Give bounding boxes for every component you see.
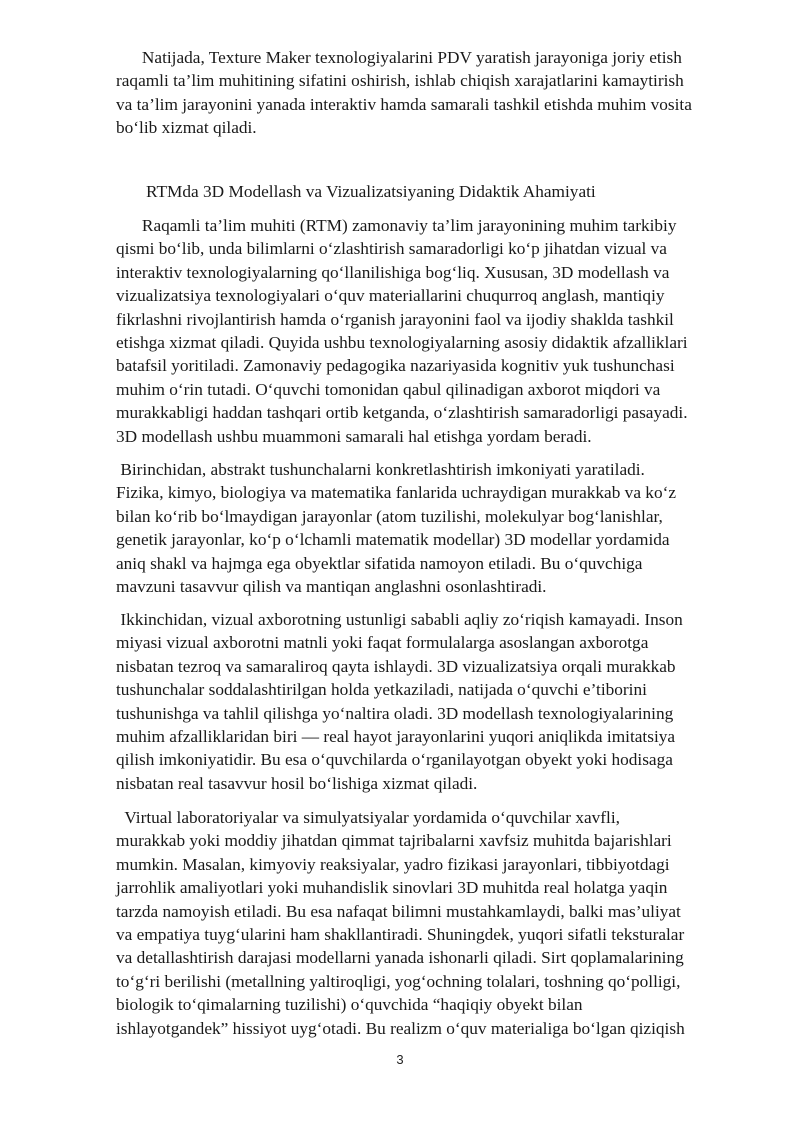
- text-line: etishga xizmat qiladi. Quyida ushbu texnologiyalarning asosiy didaktik afzalliklari: [116, 333, 688, 353]
- text-line: batafsil yoritiladi. Zamonaviy pedagogika nazariyasida kognitiv yuk tushunchasi: [116, 356, 675, 376]
- text-line: genetik jarayonlar, ko‘p o‘lchamli matematik modellar) 3D modellar yordamida: [116, 530, 670, 550]
- text-line: va ta’lim jarayonini yanada interaktiv hamda samarali tashkil etishda muhim vosita: [116, 94, 692, 114]
- text-line: miyasi vizual axborotni matnli yoki faqat formulalarga asoslangan axborotga: [116, 633, 649, 653]
- text-line: Natijada, Texture Maker texnologiyalarini PDV yaratish jarayoniga joriy etish: [116, 48, 682, 67]
- text-line: 3D modellash ushbu muammoni samarali hal etishga yordam beradi.: [116, 426, 592, 446]
- text-line: nisbatan real tasavvur hosil bo‘lishiga xizmat qiladi.: [116, 773, 478, 793]
- text-line: aniq shakl va hajmga ega obyektlar sifatida namoyon etiladi. Bu o‘quvchiga: [116, 553, 643, 573]
- text-line: Fizika, kimyo, biologiya va matematika fanlarida uchraydigan murakkab va ko‘z: [116, 483, 677, 503]
- text-line: fikrlashni rivojlantirish hamda o‘rganish jarayonini faol va ijodiy shaklda tashkil: [116, 309, 674, 329]
- body-paragraph-4: [116, 806, 728, 1040]
- text-line: tarzda namoyish etiladi. Bu esa nafaqat bilimni mustahkamlaydi, balki mas’uliyat: [116, 901, 681, 921]
- text-line: qismi bo‘lib, unda bilimlarni o‘zlashtirish samaradorligi ko‘p jihatdan vizual va: [116, 239, 667, 259]
- text-line: mavzuni tasavvur qilish va mantiqan anglashni osonlashtiradi.: [116, 577, 547, 597]
- text-line: tushunishga va tahlil qilishga yo‘naltira oladi. 3D modellash texnologiyalarining: [116, 703, 674, 723]
- text-line: vizualizatsiya texnologiyalari o‘quv materiallarini chuqurroq anglash, mantiqiy: [116, 286, 665, 306]
- text-line: qilish imkoniyatidir. Bu esa o‘quvchilarda o‘rganilayotgan obyekt yoki hodisaga: [116, 750, 673, 770]
- text-line: Ikkinchidan, vizual axborotning ustunligi sababli aqliy zo‘riqish kamayadi. Inson: [116, 610, 683, 629]
- body-paragraph-1: [116, 214, 728, 448]
- body-paragraph-2: [116, 458, 728, 598]
- text-line: tushunchalar soddalashtirilgan holda yetkaziladi, natijada o‘quvchi e’tiborini: [116, 680, 647, 700]
- text-line: bo‘lib xizmat qiladi.: [116, 118, 257, 138]
- text-line: muhim o‘rin tutadi. O‘quvchi tomonidan qabul qilinadigan axborot miqdori va: [116, 379, 661, 399]
- text-line: Birinchidan, abstrakt tushunchalarni konkretlashtirish imkoniyati yaratiladi.: [116, 460, 645, 479]
- text-line: biologik to‘qimalarning tuzilishi) o‘quvchida “haqiqiy obyekt bilan: [116, 995, 583, 1015]
- text-line: va detallashtirish darajasi modellarni yanada ishonarli qiladi. Sirt qoplamalarining: [116, 948, 684, 968]
- text-line: murakkabligi haddan tashqari ortib ketganda, o‘zlashtirish samaradorligi pasayadi.: [116, 403, 688, 423]
- text-line: muhim afzalliklaridan biri — real hayot jarayonlarini yuqori aniqlikda imitatsiya: [116, 727, 676, 747]
- text-line: va empatiya tuyg‘ularini ham shakllantiradi. Shuningdek, yuqori sifatli teksturalar: [116, 925, 685, 945]
- text-line: jarrohlik amaliyotlari yoki muhandislik sinovlari 3D muhitda real holatga yaqin: [116, 878, 668, 898]
- text-line: ishlayotgandek” hissiyot uyg‘otadi. Bu realizm o‘quv materialiga bo‘lgan qiziqish: [116, 1018, 685, 1038]
- text-line: nisbatan tezroq va samaraliroq qayta ishlaydi. 3D vizualizatsiya orqali murakkab: [116, 656, 676, 676]
- text-line: Virtual laboratoriyalar va simulyatsiyalar yordamida o‘quvchilar xavfli,: [116, 808, 620, 827]
- page-number: 3: [396, 1052, 404, 1067]
- text-line: interaktiv texnologiyalarning qo‘llanilishiga bog‘liq. Xususan, 3D modellash va: [116, 262, 670, 282]
- body-paragraph-3: [116, 608, 728, 795]
- text-line: raqamli ta’lim muhitining sifatini oshirish, ishlab chiqish xarajatlarini kamaytirish: [116, 71, 684, 91]
- text-line: Raqamli ta’lim muhiti (RTM) zamonaviy ta’lim jarayonining muhim tarkibiy: [116, 216, 677, 235]
- section-heading: RTMda 3D Modellash va Vizualizatsiyaning Didaktik Ahamiyati: [146, 182, 596, 201]
- text-line: to‘g‘ri berilishi (metallning yaltiroqligi, yog‘ochning tolalari, toshning qo‘polligi,: [116, 971, 681, 991]
- text-line: mumkin. Masalan, kimyoviy reaksiyalar, yadro fizikasi jarayonlari, tibbiyotdagi: [116, 854, 670, 874]
- intro-paragraph: [116, 46, 728, 140]
- text-line: bilan ko‘rib bo‘lmaydigan jarayonlar (atom tuzilishi, molekulyar bog‘lanishlar,: [116, 506, 663, 526]
- text-line: murakkab yoki moddiy jihatdan qimmat tajribalarni xavfsiz muhitda bajarishlari: [116, 831, 672, 851]
